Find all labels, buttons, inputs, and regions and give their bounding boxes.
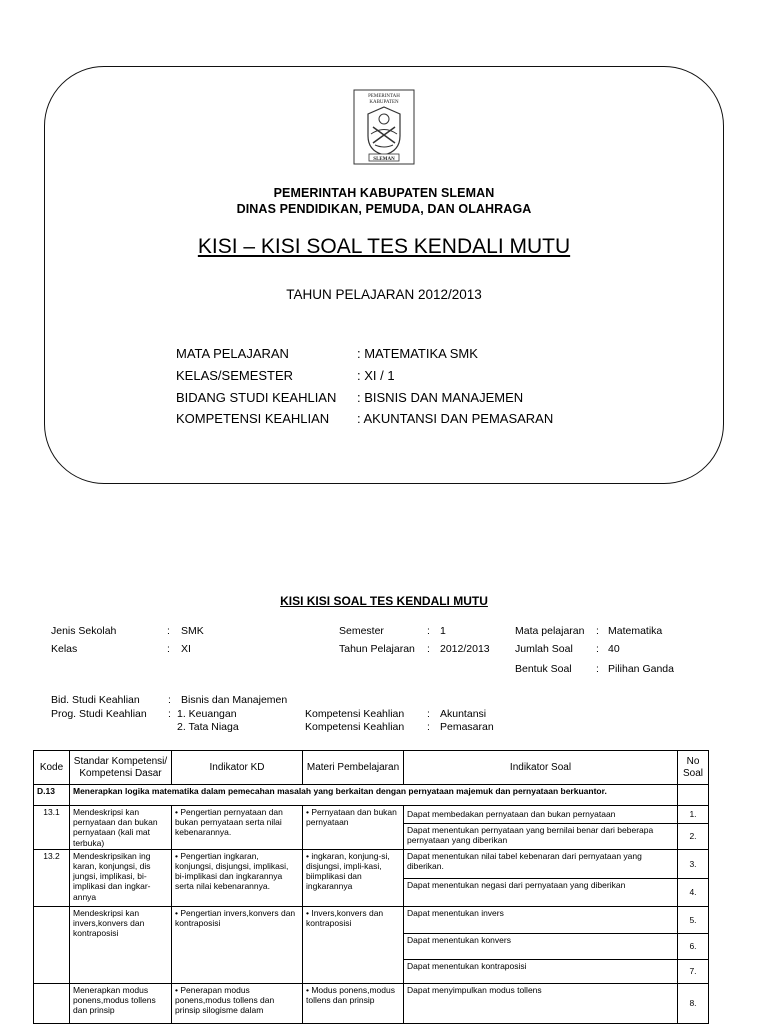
sk-text: Menerapkan logika matematika dalam pemecahan masalah yang berkaitan dengan pernyataan majemuk dan pernyataan berkuantor. (70, 785, 678, 806)
kd-code-empty (34, 906, 70, 983)
mapel-value: Matematika (608, 625, 663, 637)
tahun-value: 2012/2013 (440, 643, 490, 655)
jenis-sekolah-label: Jenis Sekolah (51, 625, 117, 637)
table-row-sk (34, 785, 709, 806)
kelas-label: Kelas (51, 643, 78, 655)
info-value: : MATEMATIKA SMK (357, 346, 478, 361)
bentuk-soal-label: Bentuk Soal (515, 663, 572, 675)
header-line-2: DINAS PENDIDIKAN, PEMUDA, DAN OLAHRAGA (236, 202, 532, 216)
sk-code: D.13 (34, 785, 70, 806)
no-soal: 5. (678, 906, 709, 933)
kelas-value: XI (181, 643, 191, 655)
indikator-soal: Dapat menentukan kontraposisi (404, 959, 678, 983)
kd-code-empty (34, 983, 70, 1023)
jumlah-soal-label: Jumlah Soal (515, 643, 573, 655)
mapel-label: Mata pelajaran (515, 625, 585, 637)
bid-studi-label: Bid. Studi Keahlian (51, 694, 140, 706)
info-label: KOMPETENSI KEAHLIAN (176, 411, 330, 426)
indikator-soal: Dapat membedakan pernyataan dan bukan pernyataan (404, 806, 678, 824)
kd-text: Mendeskripsi kan pernyataan dan bukan pernyataan (kali mat terbuka) (70, 806, 172, 850)
info-value: : BISNIS DAN MANAJEMEN (357, 390, 524, 405)
table-row (34, 849, 709, 878)
no-soal: 3. (678, 849, 709, 878)
materi: • ingkaran, konjung-si, disjungsi, impli-kasi, biimplikasi dan ingkarannya (303, 849, 404, 906)
semester-value: 1 (440, 625, 446, 637)
colon: : (596, 643, 599, 655)
indikator-kd: • Pengertian ingkaran, konjungsi, disjungsi, implikasi, bi-implikasi dan ingkarannya serta nilai kebenarannya. (172, 849, 303, 906)
table-header-row (34, 751, 709, 785)
info-label: KELAS/SEMESTER (176, 368, 294, 383)
indikator-soal: Dapat menentukan pernyataan yang bernilai benar dari beberapa pernyataan yang diberikan (404, 823, 678, 849)
no-soal: 1. (678, 806, 709, 824)
table-row (34, 983, 709, 1023)
prog-studi-label: Prog. Studi Keahlian (51, 708, 147, 720)
prog-studi-value-1: 1. Keuangan (177, 708, 237, 720)
indikator-kd: • Pengertian invers,konvers dan kontraposisi (172, 906, 303, 983)
colon: : (168, 694, 171, 706)
indikator-soal: Dapat menentukan nilai tabel kebenaran dari pernyataan yang diberikan. (404, 849, 678, 878)
semester-label: Semester (339, 625, 384, 637)
no-soal: 6. (678, 933, 709, 959)
kompetensi-value-2: Pemasaran (440, 721, 494, 733)
colon: : (427, 643, 430, 655)
colon: : (167, 643, 170, 655)
kompetensi-label-1: Kompetensi Keahlian (305, 708, 405, 720)
indikator-kd: • Pengertian pernyataan dan bukan pernyataan serta nilai kebenarannya. (172, 806, 303, 850)
colon: : (427, 625, 430, 637)
svg-text:PEMERINTAH: PEMERINTAH (368, 94, 400, 99)
col-header-no-soal: No Soal (678, 751, 709, 785)
table-row (34, 906, 709, 933)
kisi-kisi-table (33, 750, 709, 1024)
bentuk-soal-value: Pilihan Ganda (608, 663, 674, 675)
indikator-soal: Dapat menentukan invers (404, 906, 678, 933)
svg-text:SLEMAN: SLEMAN (373, 157, 395, 162)
indikator-soal: Dapat menyimpulkan modus tollens (404, 983, 678, 1023)
indikator-soal: Dapat menentukan konvers (404, 933, 678, 959)
col-header-standar: Standar Kompetensi/ Kompetensi Dasar (70, 751, 172, 785)
info-label: MATA PELAJARAN (176, 346, 289, 361)
bid-studi-value: Bisnis dan Manajemen (181, 694, 288, 706)
colon: : (427, 708, 430, 720)
empty-cell (678, 785, 709, 806)
materi: • Pernyataan dan bukan pernyataan (303, 806, 404, 850)
kd-code: 13.2 (34, 849, 70, 906)
colon: : (168, 708, 171, 720)
no-soal: 4. (678, 878, 709, 906)
tahun-label: Tahun Pelajaran (339, 643, 415, 655)
kd-code: 13.1 (34, 806, 70, 850)
col-header-indikator-kd: Indikator KD (172, 751, 303, 785)
section-title: KISI KISI SOAL TES KENDALI MUTU (280, 594, 488, 608)
prog-studi-value-2: 2. Tata Niaga (177, 721, 239, 733)
sleman-emblem-logo (353, 89, 415, 165)
materi: • Invers,konvers dan kontraposisi (303, 906, 404, 983)
info-value: : XI / 1 (357, 368, 395, 383)
colon: : (167, 625, 170, 637)
kompetensi-label-2: Kompetensi Keahlian (305, 721, 405, 733)
col-header-indikator-soal: Indikator Soal (404, 751, 678, 785)
jumlah-soal-value: 40 (608, 643, 620, 655)
cover-title: KISI – KISI SOAL TES KENDALI MUTU (197, 235, 571, 258)
jenis-sekolah-value: SMK (181, 625, 204, 637)
indikator-kd: • Penerapan modus ponens,modus tollens dan prinsip silogisme dalam (172, 983, 303, 1023)
no-soal: 8. (678, 983, 709, 1023)
col-header-materi: Materi Pembelajaran (303, 751, 404, 785)
colon: : (427, 721, 430, 733)
materi: • Modus ponens,modus tollens dan prinsip (303, 983, 404, 1023)
no-soal: 7. (678, 959, 709, 983)
info-label: BIDANG STUDI KEAHLIAN (176, 390, 337, 405)
svg-text:KABUPATEN: KABUPATEN (369, 100, 399, 105)
colon: : (596, 625, 599, 637)
kd-text: Menerapkan modus ponens,modus tollens dan prinsip (70, 983, 172, 1023)
no-soal: 2. (678, 823, 709, 849)
colon: : (596, 663, 599, 675)
header-line-1: PEMERINTAH KABUPATEN SLEMAN (273, 186, 495, 200)
indikator-soal: Dapat menentukan negasi dari pernyataan yang diberikan (404, 878, 678, 906)
info-value: : AKUNTANSI DAN PEMASARAN (357, 411, 554, 426)
table-row (34, 806, 709, 824)
kd-text: Mendeskripsi kan invers,konvers dan kontraposisi (70, 906, 172, 983)
kompetensi-value-1: Akuntansi (440, 708, 487, 720)
cover-year: TAHUN PELAJARAN 2012/2013 (286, 287, 482, 302)
col-header-kode: Kode (34, 751, 70, 785)
kd-text: Mendeskripsikan ing karan, konjungsi, dis jungsi, implikasi, bi-implikasi dan ingkar-annya (70, 849, 172, 906)
